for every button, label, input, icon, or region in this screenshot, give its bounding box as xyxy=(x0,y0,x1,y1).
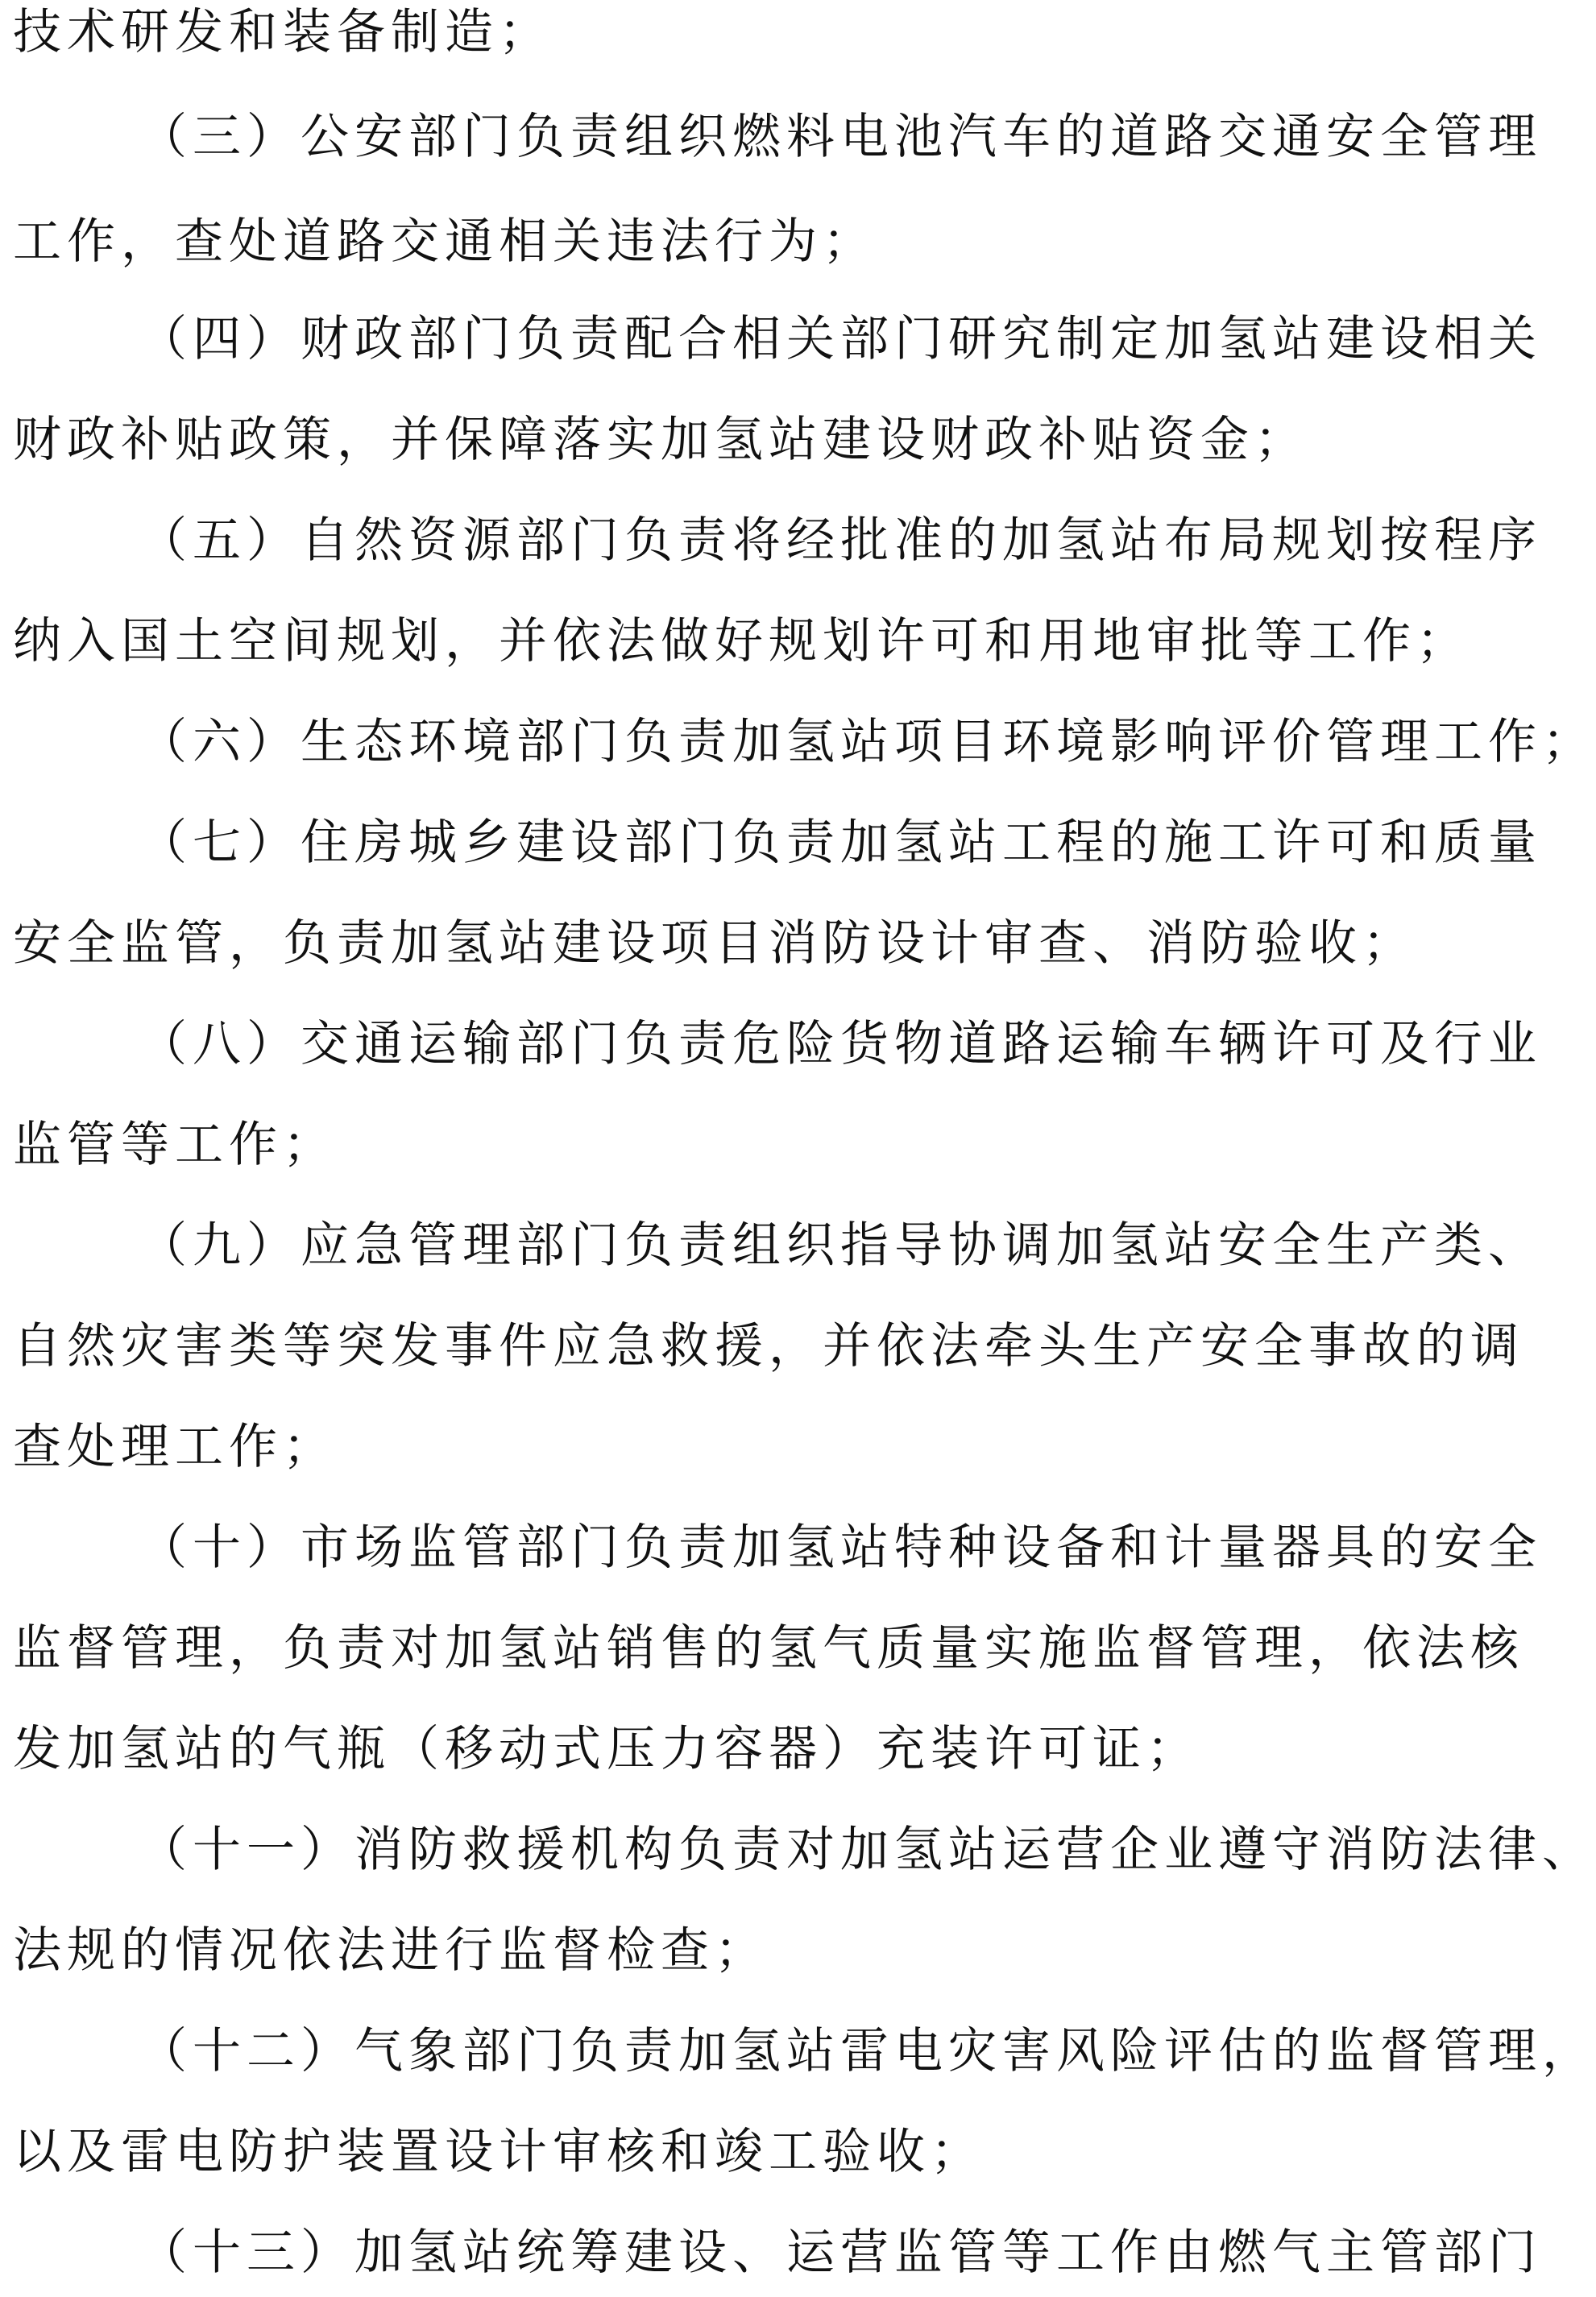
text-line: 工作，查处道路交通相关违法行为； xyxy=(13,214,877,270)
text-line: 自然灾害类等突发事件应急救援，并依法牵头生产安全事故的调 xyxy=(13,1318,1524,1374)
text-line: （十二）气象部门负责加氢站雷电灾害风险评估的监督管理， xyxy=(139,2023,1596,2079)
text-line: （六）生态环境部门负责加氢站项目环境影响评价管理工作； xyxy=(139,714,1596,770)
text-line: （十三）加氢站统筹建设、运营监管等工作由燃气主管部门 xyxy=(139,2224,1542,2281)
text-line: 安全监管，负责加氢站建设项目消防设计审查、消防验收； xyxy=(13,915,1416,972)
text-line: 技术研发和装备制造； xyxy=(13,4,553,60)
text-line: （三）公安部门负责组织燃料电池汽车的道路交通安全管理 xyxy=(139,109,1542,165)
text-line: （七）住房城乡建设部门负责加氢站工程的施工许可和质量 xyxy=(139,815,1542,871)
text-line: 法规的情况依法进行监督检查； xyxy=(13,1922,769,1979)
text-line: 以及雷电防护装置设计审核和竣工验收； xyxy=(13,2124,985,2180)
text-line: 发加氢站的气瓶（移动式压力容器）充装许可证； xyxy=(13,1721,1200,1777)
text-line: 纳入国土空间规划，并依法做好规划许可和用地审批等工作； xyxy=(13,613,1470,670)
text-line: （十）市场监管部门负责加氢站特种设备和计量器具的安全 xyxy=(139,1520,1542,1576)
text-line: （八）交通运输部门负责危险货物道路运输车辆许可及行业 xyxy=(139,1016,1542,1072)
text-line: 监管等工作； xyxy=(13,1117,337,1173)
text-line: 监督管理，负责对加氢站销售的氢气质量实施监督管理，依法核 xyxy=(13,1620,1524,1677)
text-line: （五）自然资源部门负责将经批准的加氢站布局规划按程序 xyxy=(139,512,1542,569)
text-line: （十一）消防救援机构负责对加氢站运营企业遵守消防法律、 xyxy=(139,1822,1596,1878)
text-line: 财政补贴政策，并保障落实加氢站建设财政补贴资金； xyxy=(13,412,1308,468)
text-line: （九）应急管理部门负责组织指导协调加氢站安全生产类、 xyxy=(139,1217,1542,1274)
text-line: （四）财政部门负责配合相关部门研究制定加氢站建设相关 xyxy=(139,311,1542,367)
text-line: 查处理工作； xyxy=(13,1419,337,1475)
